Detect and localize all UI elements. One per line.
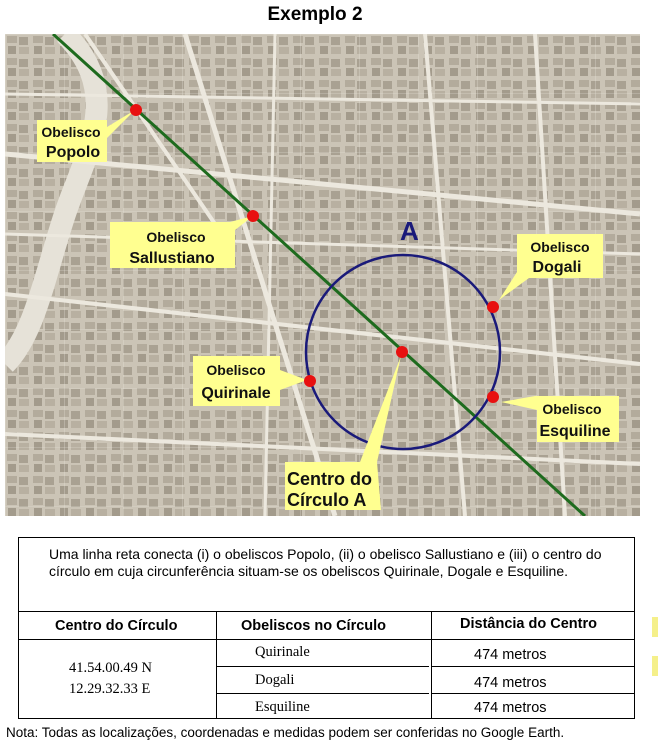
svg-text:Obelisco: Obelisco <box>41 124 101 140</box>
map-image <box>5 34 640 516</box>
map-svg <box>5 34 640 516</box>
svg-text:Quirinale: Quirinale <box>201 385 271 402</box>
obelisk-name: Dogali <box>255 672 295 688</box>
header-center: Centro do Círculo <box>55 618 178 634</box>
svg-text:Popolo: Popolo <box>45 144 101 161</box>
svg-text:Obelisco: Obelisco <box>206 362 266 378</box>
page-title: Exemplo 2 <box>267 4 363 25</box>
circle-label: A <box>400 216 419 246</box>
margin-mark <box>652 617 658 637</box>
table-divider <box>431 611 432 718</box>
callout-sallustiano <box>110 216 253 268</box>
margin-mark <box>652 656 658 676</box>
marker-sallustiano <box>247 210 259 222</box>
footnote: Nota: Todas as localizações, coordenadas e medidas podem ser conferidas no Google Earth. <box>6 725 565 740</box>
obelisk-name: Esquiline <box>255 699 310 715</box>
description-text: Uma linha reta conecta (i) o obeliscos Popolo, (ii) o obelisco Sallustiano e (iii) o centro do círculo em cuja circunferência situam-se os obeliscos Quirinale, Dogale e Esquiline. <box>49 546 602 579</box>
header-obelisks: Obeliscos no Círculo <box>241 618 387 634</box>
table-divider <box>19 639 634 640</box>
table-divider <box>19 611 634 612</box>
svg-text:Círculo A: Círculo A <box>287 490 367 510</box>
marker-esquiline <box>487 391 499 403</box>
table-divider <box>216 666 429 667</box>
marker-popolo <box>130 104 142 116</box>
svg-text:Obelisco: Obelisco <box>146 229 206 245</box>
svg-text:Dogali: Dogali <box>532 259 582 276</box>
distance-value: 474 metros <box>474 700 547 716</box>
svg-text:Sallustiano: Sallustiano <box>129 250 215 267</box>
marker-dogali <box>487 301 499 313</box>
center-latitude: 41.54.00.49 N <box>69 660 152 676</box>
distance-value: 474 metros <box>474 675 547 691</box>
table-divider <box>431 693 634 694</box>
svg-text:Centro do: Centro do <box>287 469 372 489</box>
table-divider <box>216 693 429 694</box>
svg-text:Esquiline: Esquiline <box>539 423 611 440</box>
marker-quirinale <box>304 375 316 387</box>
info-table <box>18 537 635 719</box>
table-divider <box>216 611 217 718</box>
marker-centro <box>396 346 408 358</box>
header-distance: Distância do Centro <box>460 616 597 632</box>
distance-value: 474 metros <box>474 647 547 663</box>
svg-text:Obelisco: Obelisco <box>530 239 590 255</box>
obelisk-name: Quirinale <box>255 644 310 660</box>
center-longitude: 12.29.32.33 E <box>69 681 151 697</box>
table-divider <box>431 666 634 667</box>
svg-text:Obelisco: Obelisco <box>542 401 602 417</box>
